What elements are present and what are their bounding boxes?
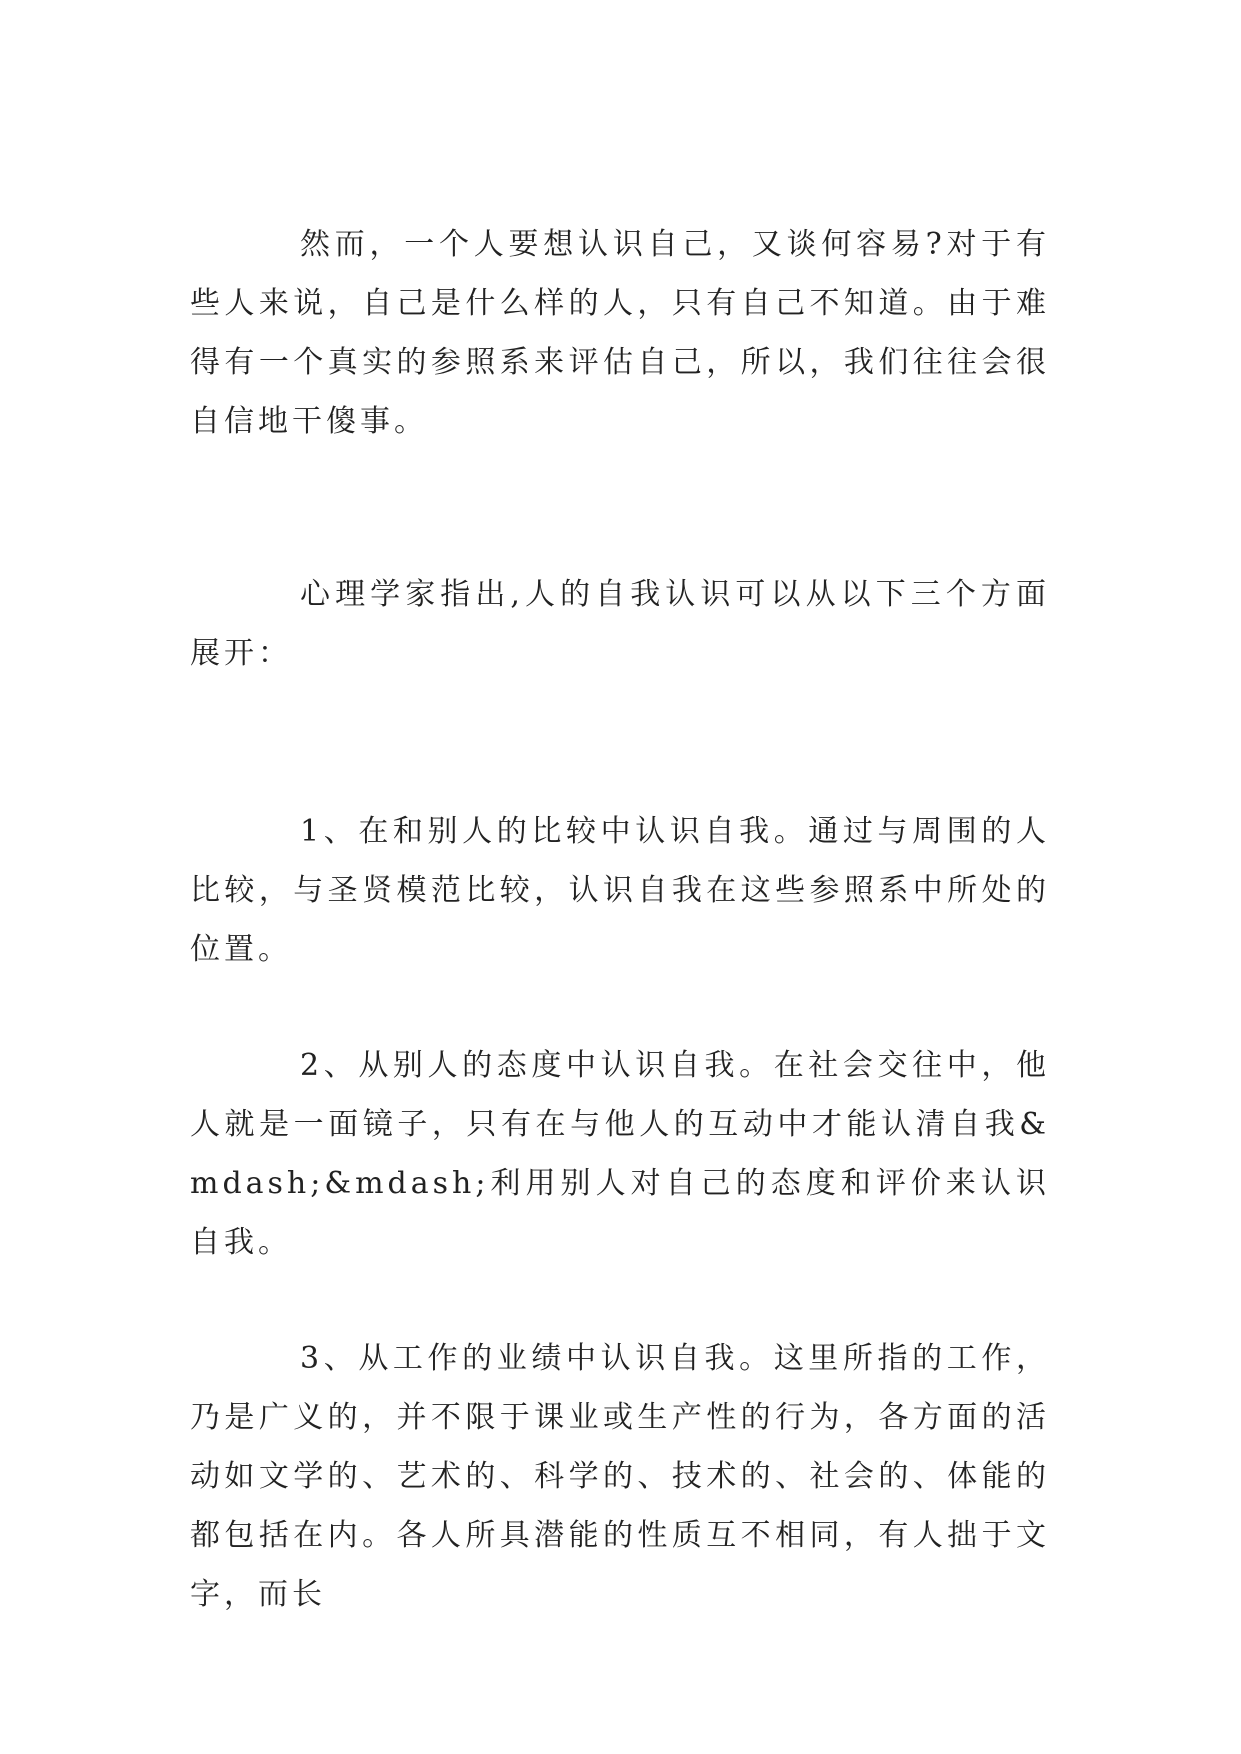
paragraph-three-aspects-intro: 心理学家指出,人的自我认识可以从以下三个方面展开： [190,577,1050,671]
paragraph-point-1-comparison: 1、在和别人的比较中认识自我。通过与周围的人比较，与圣贤模范比较，认识自我在这些参照系中所处的位置。 [190,814,1050,967]
paragraph-point-3-work: 3、从工作的业绩中认识自我。这里所指的工作，乃是广义的，并不限于课业或生产性的行为，各方面的活动如文学的、艺术的、科学的、技术的、社会的、体能的都包括在内。各人所具潜能的性质互不相同，有人拙于文字，而长 [190,1341,1050,1612]
paragraph-point-2-attitudes: 2、从别人的态度中认识自我。在社会交往中，他人就是一面镜子，只有在与他人的互动中才能认清自我&mdash;&mdash;利用别人对自己的态度和评价来认识自我。 [190,1048,1050,1260]
paragraph-self-knowledge-difficulty: 然而，一个人要想认识自己，又谈何容易?对于有些人来说，自己是什么样的人，只有自己不知道。由于难得有一个真实的参照系来评估自己，所以，我们往往会很自信地干傻事。 [190,227,1050,439]
